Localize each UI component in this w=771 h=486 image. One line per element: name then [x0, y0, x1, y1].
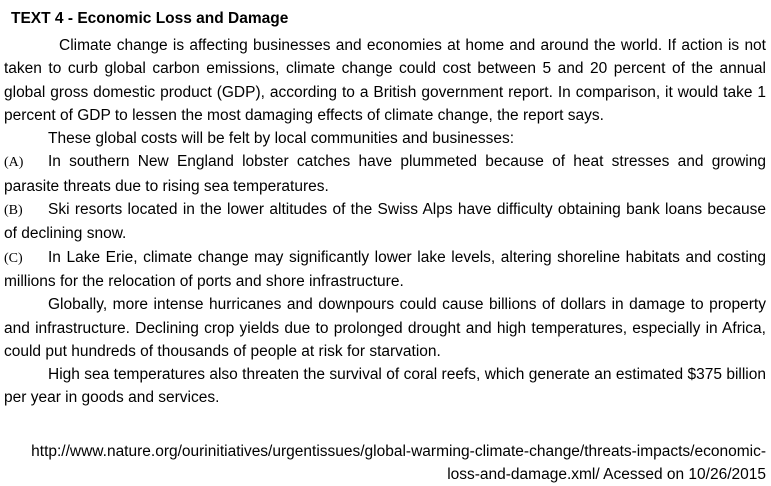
item-label-b: (B) [4, 203, 23, 219]
document [4, 0, 766, 486]
item-text-c: In Lake Erie, climate change may significantly lower lake levels, altering shoreline habitats and costing millions for the relocation of ports and shore infrastructure. [4, 248, 766, 290]
list-item-c [4, 246, 766, 294]
costs-paragraph: These global costs will be felt by local communities and businesses: [48, 130, 515, 148]
source-url-line-2: loss-and-damage.xml/ Acessed on 10/26/2015 [447, 466, 766, 484]
source-url-line-1: http://www.nature.org/ourinitiatives/urgentissues/global-warming-climate-change/threats-impacts/economic- [31, 442, 766, 460]
item-text-a: In southern New England lobster catches have plummeted because of heat stresses and growing parasite threats due to rising sea temperatures. [4, 153, 766, 195]
item-text-b: Ski resorts located in the lower altitudes of the Swiss Alps have difficulty obtaining bank loans because of declining snow. [4, 201, 766, 243]
document-body [4, 34, 766, 410]
item-label-c: (C) [4, 250, 23, 266]
document-title: TEXT 4 - Economic Loss and Damage [11, 10, 289, 27]
source-citation [4, 440, 766, 486]
coral-reefs-paragraph: High sea temperatures also threaten the survival of coral reefs, which generate an estimated $375 billion per year in goods and services. [4, 366, 766, 407]
intro-paragraph: Climate change is affecting businesses and economies at home and around the world. If action is not taken to curb global carbon emissions, climate change could cost between 5 and 20 percent of the annual global gross domestic product (GDP), according to a British government report. In comparison, it would take 1 percent of GDP to lessen the most damaging effects of climate change, the report says. [4, 37, 766, 124]
list-item-a [4, 150, 766, 198]
list-item-b [4, 198, 766, 246]
item-label-a: (A) [4, 155, 24, 171]
hurricanes-paragraph: Globally, more intense hurricanes and downpours could cause billions of dollars in damage to property and infrastructure. Declining crop yields due to prolonged drought and high temperatures, especially in Africa, could put hundreds of thousands of people at risk for starvation. [4, 296, 766, 360]
